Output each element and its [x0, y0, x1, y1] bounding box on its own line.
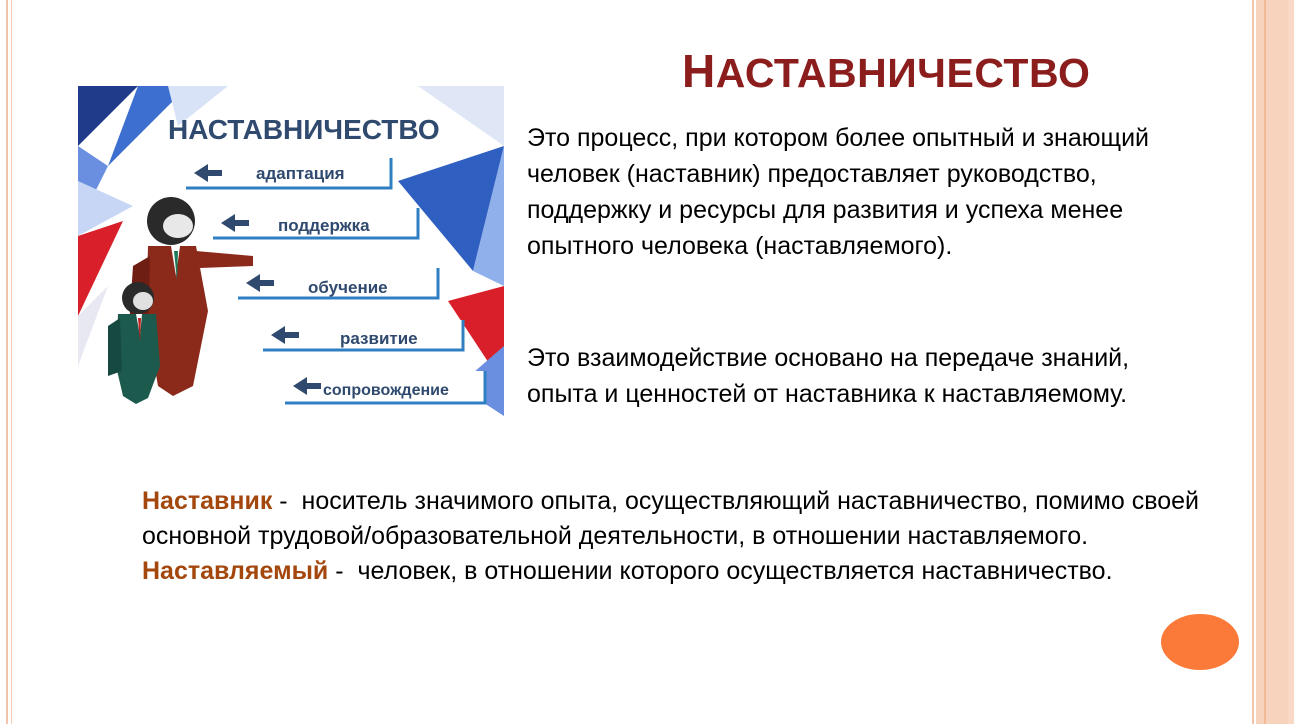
mentoring-illustration	[78, 86, 504, 416]
title-initial: Н	[682, 45, 716, 97]
terms-definitions	[142, 484, 1222, 589]
arrow-sign-training	[238, 268, 438, 298]
term-mentee-separator: -	[328, 557, 358, 585]
arrow-sign-adaptation	[186, 158, 391, 188]
slide-frame-right	[1248, 0, 1294, 724]
arrow-sign-accompaniment	[285, 371, 485, 403]
arrow-label-accompaniment: сопровождение	[323, 382, 449, 399]
term-mentor-text: носитель значимого опыта, осуществляющий наставничество, помимо своей основной трудовой/образовательной деятельности, в отношении наставляемого.	[142, 487, 1199, 550]
arrow-sign-development	[263, 320, 463, 350]
decorative-orange-circle	[1161, 614, 1239, 670]
definition-mentor	[142, 484, 1222, 554]
title-rest: АСТАВНИЧЕСТВО	[715, 50, 1091, 96]
term-mentor-separator: -	[272, 487, 302, 515]
arrow-label-training: обучение	[308, 278, 388, 297]
definition-paragraph-process: Это процесс, при котором более опытный и знающий человек (наставник) предоставляет руководство, поддержку и ресурсы для развития и успеха менее опытного человека (наставляемого).	[527, 124, 1149, 260]
arrow-label-support: поддержка	[278, 216, 370, 235]
arrow-sign-support	[213, 208, 418, 238]
definition-mentee	[142, 554, 1222, 589]
arrow-label-adaptation: адаптация	[256, 164, 345, 183]
slide-frame-left	[0, 0, 30, 724]
definition-paragraph-interaction: Это взаимодействие основано на передаче знаний, опыта и ценностей от наставника к наставляемому.	[527, 344, 1130, 408]
term-mentee-text: человек, в отношении которого осуществляется наставничество.	[357, 557, 1113, 585]
term-mentee: Наставляемый	[142, 557, 329, 585]
arrow-label-development: развитие	[340, 329, 418, 348]
slide-title	[682, 44, 1090, 98]
illustration-heading: НАСТАВНИЧЕСТВО	[168, 114, 440, 145]
term-mentor: Наставник	[142, 487, 273, 515]
